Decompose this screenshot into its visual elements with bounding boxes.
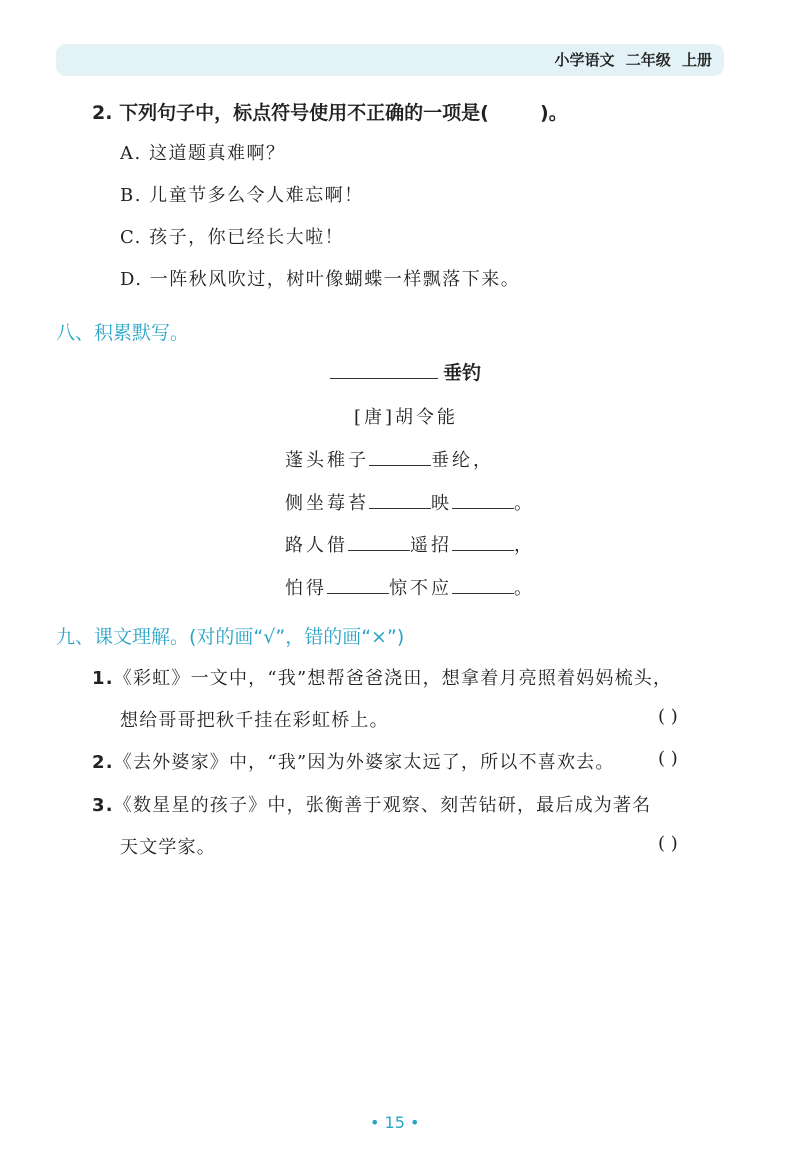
header-banner bbox=[56, 44, 724, 76]
section-9-title: 九、课文理解。(对的画“√”，错的画“×”) bbox=[56, 626, 405, 648]
book-info: 小学语文 二年级 上册 bbox=[554, 51, 712, 69]
poem-text: 路人借 bbox=[285, 535, 348, 556]
poem-text: 蓬头稚子 bbox=[285, 450, 369, 471]
poem-text: 惊不应 bbox=[389, 578, 452, 599]
answer-parentheses[interactable]: ( ) bbox=[658, 833, 678, 854]
poem-blank[interactable] bbox=[369, 445, 431, 466]
answer-parentheses[interactable]: ( ) bbox=[658, 748, 678, 769]
item-number: 1. bbox=[92, 668, 114, 689]
poem-text: 怕得 bbox=[285, 578, 327, 599]
question-text: 下列句子中，标点符号使用不正确的一项是( bbox=[119, 102, 489, 124]
item-3-line-2: 天文学家。 bbox=[120, 837, 216, 858]
poem-title-line bbox=[330, 358, 481, 385]
poem-text: 遥招 bbox=[410, 535, 452, 556]
answer-parentheses[interactable]: ( ) bbox=[658, 706, 678, 727]
question-number: 2. bbox=[92, 102, 113, 124]
poem-text: 。 bbox=[514, 578, 535, 599]
poem-line-3 bbox=[285, 530, 535, 557]
item-text: 《彩虹》一文中，“我”想帮爸爸浇田，想拿着月亮照着妈妈梳头， bbox=[113, 668, 673, 689]
poem-blank[interactable] bbox=[452, 573, 514, 594]
item-text: 《数星星的孩子》中，张衡善于观察、刻苦钻研，最后成为著名 bbox=[113, 795, 652, 816]
option-d: D. 一阵秋风吹过，树叶像蝴蝶一样飘落下来。 bbox=[120, 269, 521, 290]
question-2-stem bbox=[92, 98, 568, 125]
poem-text: 映 bbox=[431, 493, 452, 514]
item-text: 《去外婆家》中，“我”因为外婆家太远了，所以不喜欢去。 bbox=[113, 752, 615, 773]
poem-blank[interactable] bbox=[452, 530, 514, 551]
poem-text: 垂纶， bbox=[431, 450, 494, 471]
poem-line-4 bbox=[285, 573, 535, 600]
item-3-line-1 bbox=[92, 791, 651, 817]
item-1-line-2: 想给哥哥把秋千挂在彩虹桥上。 bbox=[120, 710, 389, 731]
item-number: 2. bbox=[92, 752, 114, 773]
poem-text: 侧坐莓苔 bbox=[285, 493, 369, 514]
poem-blank[interactable] bbox=[369, 488, 431, 509]
option-b: B. 儿童节多么令人难忘啊！ bbox=[120, 185, 364, 206]
question-text-close: )。 bbox=[540, 102, 568, 124]
item-1-line-1 bbox=[92, 664, 672, 690]
poem-line-1 bbox=[285, 445, 494, 472]
option-c: C. 孩子，你已经长大啦！ bbox=[120, 227, 345, 248]
option-a: A. 这道题真难啊？ bbox=[120, 143, 286, 164]
item-2-line-1 bbox=[92, 748, 615, 774]
poem-title-blank[interactable] bbox=[330, 358, 438, 379]
poem-author: [唐]胡令能 bbox=[354, 407, 459, 428]
page-number: • 15 • bbox=[370, 1113, 420, 1132]
item-number: 3. bbox=[92, 795, 114, 816]
section-8-title: 八、积累默写。 bbox=[56, 322, 190, 344]
poem-text: ， bbox=[514, 535, 535, 556]
poem-line-2 bbox=[285, 488, 535, 515]
poem-blank[interactable] bbox=[452, 488, 514, 509]
poem-blank[interactable] bbox=[348, 530, 410, 551]
poem-blank[interactable] bbox=[327, 573, 389, 594]
poem-text: 。 bbox=[514, 493, 535, 514]
poem-title: 垂钓 bbox=[443, 362, 482, 384]
